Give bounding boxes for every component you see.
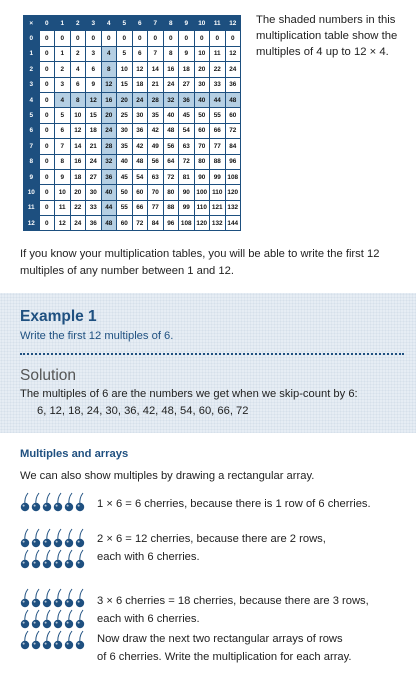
cherry-icon	[31, 588, 41, 608]
cherry-icon	[75, 492, 85, 512]
shaded-cell: 24	[132, 92, 148, 107]
table-cell: 49	[148, 139, 164, 154]
table-cell: 60	[117, 216, 133, 231]
table-cell: 5	[117, 46, 133, 61]
shaded-cell: 28	[148, 92, 164, 107]
table-cell: 24	[86, 154, 102, 169]
table-cell: 21	[86, 139, 102, 154]
table-cell: 0	[39, 77, 55, 92]
shaded-cell: 4	[101, 46, 117, 61]
table-cell: 35	[117, 139, 133, 154]
table-cell: 0	[39, 31, 55, 46]
table-cell: 121	[210, 200, 226, 215]
table-cell: 144	[225, 216, 241, 231]
table-cell: 60	[132, 185, 148, 200]
table-cell: 0	[39, 216, 55, 231]
shaded-cell: 36	[179, 92, 195, 107]
table-cell: 88	[210, 154, 226, 169]
table-cell: 64	[163, 154, 179, 169]
array1-text: 1 × 6 = 6 cherries, because there is 1 row of 6 cherries.	[97, 498, 371, 510]
table-cell: 72	[132, 216, 148, 231]
cherry-icon	[20, 528, 30, 548]
table-cell: 54	[132, 169, 148, 184]
cherry-icon	[31, 549, 41, 569]
column-header-cell: 3	[86, 16, 102, 31]
shaded-cell: 24	[101, 123, 117, 138]
shaded-cell: 36	[101, 169, 117, 184]
cherry-icon	[20, 609, 30, 629]
table-cell: 66	[132, 200, 148, 215]
solution-list: 6, 12, 18, 24, 30, 36, 42, 48, 54, 60, 66, 72	[37, 405, 249, 417]
column-header-cell: 0	[39, 16, 55, 31]
table-cell: 33	[86, 200, 102, 215]
shaded-cell: 32	[163, 92, 179, 107]
cherry-array-2	[20, 528, 85, 570]
column-header-cell: 4	[101, 16, 117, 31]
cherry-icon	[42, 630, 52, 650]
table-cell: 12	[225, 46, 241, 61]
array2-line1: 2 × 6 = 12 cherries, because there are 2 rows,	[97, 533, 326, 545]
table-cell: 63	[179, 139, 195, 154]
table-cell: 81	[179, 169, 195, 184]
table-cell: 11	[55, 200, 71, 215]
table-cell: 77	[148, 200, 164, 215]
table-cell: 30	[117, 123, 133, 138]
multiples-arrays-intro: We can also show multiples by drawing a rectangular array.	[20, 470, 315, 482]
table-cell: 84	[148, 216, 164, 231]
cherry-icon	[53, 588, 63, 608]
table-cell: 25	[117, 108, 133, 123]
cherry-icon	[53, 549, 63, 569]
instruction-line2: of 6 cherries. Write the multiplication for each array.	[97, 651, 352, 663]
table-cell: 120	[225, 185, 241, 200]
table-cell: 132	[225, 200, 241, 215]
table-cell: 0	[39, 185, 55, 200]
row-header-cell: 11	[24, 200, 40, 215]
table-cell: 36	[132, 123, 148, 138]
cherry-icon	[20, 492, 30, 512]
row-header-cell: 5	[24, 108, 40, 123]
table-cell: 42	[132, 139, 148, 154]
table-row	[24, 108, 241, 123]
table-cell: 50	[117, 185, 133, 200]
shaded-cell: 32	[101, 154, 117, 169]
row-header-cell: 8	[24, 154, 40, 169]
array3-line1: 3 × 6 cherries = 18 cherries, because there are 3 rows,	[97, 595, 369, 607]
cherry-icon	[42, 549, 52, 569]
table-row	[24, 169, 241, 184]
table-cell: 9	[179, 46, 195, 61]
table-cell: 22	[70, 200, 86, 215]
table-cell: 132	[210, 216, 226, 231]
table-cell: 10	[70, 108, 86, 123]
table-cell: 6	[70, 77, 86, 92]
table-cell: 90	[179, 185, 195, 200]
table-cell: 0	[132, 31, 148, 46]
cherry-row	[20, 492, 85, 513]
table-cell: 2	[55, 62, 71, 77]
shaded-cell: 48	[225, 92, 241, 107]
table-cell: 110	[194, 200, 210, 215]
shaded-cell: 12	[101, 77, 117, 92]
table-cell: 14	[148, 62, 164, 77]
table-cell: 108	[179, 216, 195, 231]
array2-line2: each with 6 cherries.	[97, 551, 200, 563]
table-cell: 0	[179, 31, 195, 46]
shaded-cell: 4	[55, 92, 71, 107]
shaded-cell: 16	[101, 92, 117, 107]
table-cell: 36	[225, 77, 241, 92]
shaded-cell: 20	[101, 108, 117, 123]
table-cell: 18	[86, 123, 102, 138]
column-header-cell: 10	[194, 16, 210, 31]
table-cell: 10	[55, 185, 71, 200]
table-cell: 7	[148, 46, 164, 61]
table-row	[24, 31, 241, 46]
multiples-arrays-title: Multiples and arrays	[20, 448, 129, 460]
table-cell: 99	[179, 200, 195, 215]
cherry-icon	[64, 609, 74, 629]
shaded-cell: 8	[70, 92, 86, 107]
table-row	[24, 154, 241, 169]
example-box	[0, 293, 416, 433]
table-cell: 27	[86, 169, 102, 184]
table-row	[24, 62, 241, 77]
table-cell: 1	[55, 46, 71, 61]
column-header-cell: 1	[55, 16, 71, 31]
table-cell: 5	[55, 108, 71, 123]
cherry-icon	[31, 630, 41, 650]
cherry-icon	[31, 492, 41, 512]
cherry-icon	[64, 588, 74, 608]
cherry-row	[20, 609, 85, 630]
table-cell: 27	[179, 77, 195, 92]
cherry-icon	[75, 549, 85, 569]
shaded-cell: 40	[194, 92, 210, 107]
table-cell: 0	[39, 108, 55, 123]
column-header-cell: 9	[179, 16, 195, 31]
table-row	[24, 139, 241, 154]
table-row	[24, 216, 241, 231]
table-cell: 14	[70, 139, 86, 154]
shaded-cell: 44	[101, 200, 117, 215]
table-cell: 21	[148, 77, 164, 92]
table-cell: 0	[39, 139, 55, 154]
shaded-cell: 8	[101, 62, 117, 77]
cherry-icon	[20, 588, 30, 608]
column-header-cell: 6	[132, 16, 148, 31]
table-cell: 3	[86, 46, 102, 61]
row-header-cell: 6	[24, 123, 40, 138]
table-cell: 30	[86, 185, 102, 200]
shaded-cell: 40	[101, 185, 117, 200]
dotted-divider	[20, 353, 404, 355]
table-cell: 80	[163, 185, 179, 200]
row-header-cell: 7	[24, 139, 40, 154]
column-header-cell: 12	[225, 16, 241, 31]
cherry-icon	[64, 528, 74, 548]
table-cell: 0	[39, 46, 55, 61]
cherry-icon	[42, 528, 52, 548]
table-cell: 12	[70, 123, 86, 138]
table-cell: 0	[39, 200, 55, 215]
times-symbol-cell: ×	[24, 16, 40, 31]
row-header-cell: 4	[24, 92, 40, 107]
table-cell: 120	[194, 216, 210, 231]
table-cell: 20	[194, 62, 210, 77]
table-cell: 77	[210, 139, 226, 154]
table-cell: 16	[163, 62, 179, 77]
table-cell: 55	[210, 108, 226, 123]
intro-paragraph: If you know your multiplication tables, you will be able to write the first 12 multiples of any number between 1 and 12.	[20, 248, 380, 277]
table-cell: 15	[86, 108, 102, 123]
table-cell: 66	[210, 123, 226, 138]
table-cell: 8	[55, 154, 71, 169]
cherry-icon	[64, 492, 74, 512]
example-question: Write the first 12 multiples of 6.	[20, 330, 174, 342]
table-cell: 63	[148, 169, 164, 184]
shaded-cell: 48	[101, 216, 117, 231]
table-cell: 18	[132, 77, 148, 92]
table-cell: 42	[148, 123, 164, 138]
shaded-cell: 28	[101, 139, 117, 154]
table-cell: 40	[163, 108, 179, 123]
cherry-icon	[53, 630, 63, 650]
solution-text: The multiples of 6 are the numbers we get when we skip-count by 6:	[20, 388, 358, 400]
multiplication-table	[23, 15, 241, 231]
table-cell: 50	[194, 108, 210, 123]
solution-title: Solution	[20, 367, 77, 384]
table-cell: 88	[163, 200, 179, 215]
table-cell: 0	[86, 31, 102, 46]
table-cell: 56	[163, 139, 179, 154]
table-cell: 33	[210, 77, 226, 92]
table-cell: 0	[117, 31, 133, 46]
table-cell: 72	[163, 169, 179, 184]
table-cell: 54	[179, 123, 195, 138]
cherry-icon	[75, 528, 85, 548]
table-cell: 110	[210, 185, 226, 200]
table-cell: 90	[194, 169, 210, 184]
table-cell: 10	[117, 62, 133, 77]
table-cell: 11	[210, 46, 226, 61]
cherry-icon	[31, 528, 41, 548]
cherry-icon	[53, 609, 63, 629]
table-row	[24, 200, 241, 215]
row-header-cell: 3	[24, 77, 40, 92]
table-cell: 24	[163, 77, 179, 92]
table-cell: 96	[225, 154, 241, 169]
table-cell: 0	[39, 154, 55, 169]
table-cell: 84	[225, 139, 241, 154]
cherry-icon	[75, 630, 85, 650]
cherry-icon	[64, 549, 74, 569]
table-cell: 48	[163, 123, 179, 138]
table-cell: 96	[163, 216, 179, 231]
table-cell: 0	[39, 169, 55, 184]
table-cell: 0	[194, 31, 210, 46]
table-cell: 3	[55, 77, 71, 92]
cherry-row	[20, 528, 85, 549]
cherry-row	[20, 549, 85, 570]
table-cell: 12	[132, 62, 148, 77]
column-header-cell: 2	[70, 16, 86, 31]
row-header-cell: 9	[24, 169, 40, 184]
table-row	[24, 46, 241, 61]
column-header-cell: 7	[148, 16, 164, 31]
table-cell: 108	[225, 169, 241, 184]
table-row	[24, 123, 241, 138]
table-cell: 9	[86, 77, 102, 92]
example-title: Example 1	[20, 308, 97, 325]
table-cell: 7	[55, 139, 71, 154]
table-cell: 70	[148, 185, 164, 200]
cherry-icon	[75, 609, 85, 629]
table-cell: 6	[55, 123, 71, 138]
table-header-row	[24, 16, 241, 31]
table-cell: 2	[70, 46, 86, 61]
table-cell: 30	[194, 77, 210, 92]
cherry-icon	[42, 609, 52, 629]
instruction-line1: Now draw the next two rectangular arrays of rows	[97, 633, 343, 645]
table-cell: 60	[225, 108, 241, 123]
cherry-icon	[53, 528, 63, 548]
cherry-icon	[42, 588, 52, 608]
table-cell: 15	[117, 77, 133, 92]
table-cell: 24	[225, 62, 241, 77]
row-header-cell: 12	[24, 216, 40, 231]
cherry-icon	[53, 492, 63, 512]
table-cell: 6	[86, 62, 102, 77]
table-cell: 0	[55, 31, 71, 46]
table-cell: 12	[55, 216, 71, 231]
row-header-cell: 1	[24, 46, 40, 61]
shaded-cell: 44	[210, 92, 226, 107]
table-cell: 0	[163, 31, 179, 46]
table-cell: 18	[70, 169, 86, 184]
cherry-icon	[42, 492, 52, 512]
column-header-cell: 11	[210, 16, 226, 31]
table-cell: 80	[194, 154, 210, 169]
cherry-array-1	[20, 492, 85, 513]
side-note: The shaded numbers in this multiplication table show the multiples of 4 up to 12 × 4.	[256, 14, 398, 58]
cherry-row	[20, 630, 85, 651]
table-cell: 0	[210, 31, 226, 46]
table-cell: 0	[148, 31, 164, 46]
table-cell: 9	[55, 169, 71, 184]
table-cell: 0	[39, 62, 55, 77]
table-row	[24, 77, 241, 92]
table-cell: 45	[179, 108, 195, 123]
table-cell: 0	[101, 31, 117, 46]
table-row	[24, 92, 241, 107]
table-row	[24, 185, 241, 200]
table-cell: 30	[132, 108, 148, 123]
cherry-icon	[75, 588, 85, 608]
multiplication-table-body	[24, 16, 241, 231]
column-header-cell: 5	[117, 16, 133, 31]
table-cell: 18	[179, 62, 195, 77]
table-cell: 0	[39, 92, 55, 107]
table-cell: 36	[86, 216, 102, 231]
table-cell: 10	[194, 46, 210, 61]
column-header-cell: 8	[163, 16, 179, 31]
table-cell: 40	[117, 154, 133, 169]
table-cell: 100	[194, 185, 210, 200]
row-header-cell: 0	[24, 31, 40, 46]
row-header-cell: 2	[24, 62, 40, 77]
cherry-icon	[20, 630, 30, 650]
cherry-icon	[64, 630, 74, 650]
cherry-icon	[20, 549, 30, 569]
table-cell: 72	[225, 123, 241, 138]
table-cell: 60	[194, 123, 210, 138]
table-cell: 20	[70, 185, 86, 200]
table-cell: 0	[39, 123, 55, 138]
table-cell: 55	[117, 200, 133, 215]
shaded-cell: 12	[86, 92, 102, 107]
table-cell: 45	[117, 169, 133, 184]
table-cell: 0	[225, 31, 241, 46]
table-cell: 35	[148, 108, 164, 123]
table-cell: 6	[132, 46, 148, 61]
table-cell: 22	[210, 62, 226, 77]
table-cell: 48	[132, 154, 148, 169]
row-header-cell: 10	[24, 185, 40, 200]
cherry-array-3	[20, 588, 85, 651]
table-cell: 56	[148, 154, 164, 169]
table-cell: 72	[179, 154, 195, 169]
array3-line2: each with 6 cherries.	[97, 613, 200, 625]
table-cell: 99	[210, 169, 226, 184]
table-cell: 24	[70, 216, 86, 231]
table-cell: 16	[70, 154, 86, 169]
cherry-row	[20, 588, 85, 609]
table-cell: 70	[194, 139, 210, 154]
table-cell: 0	[70, 31, 86, 46]
shaded-cell: 20	[117, 92, 133, 107]
table-cell: 8	[163, 46, 179, 61]
table-cell: 4	[70, 62, 86, 77]
cherry-icon	[31, 609, 41, 629]
